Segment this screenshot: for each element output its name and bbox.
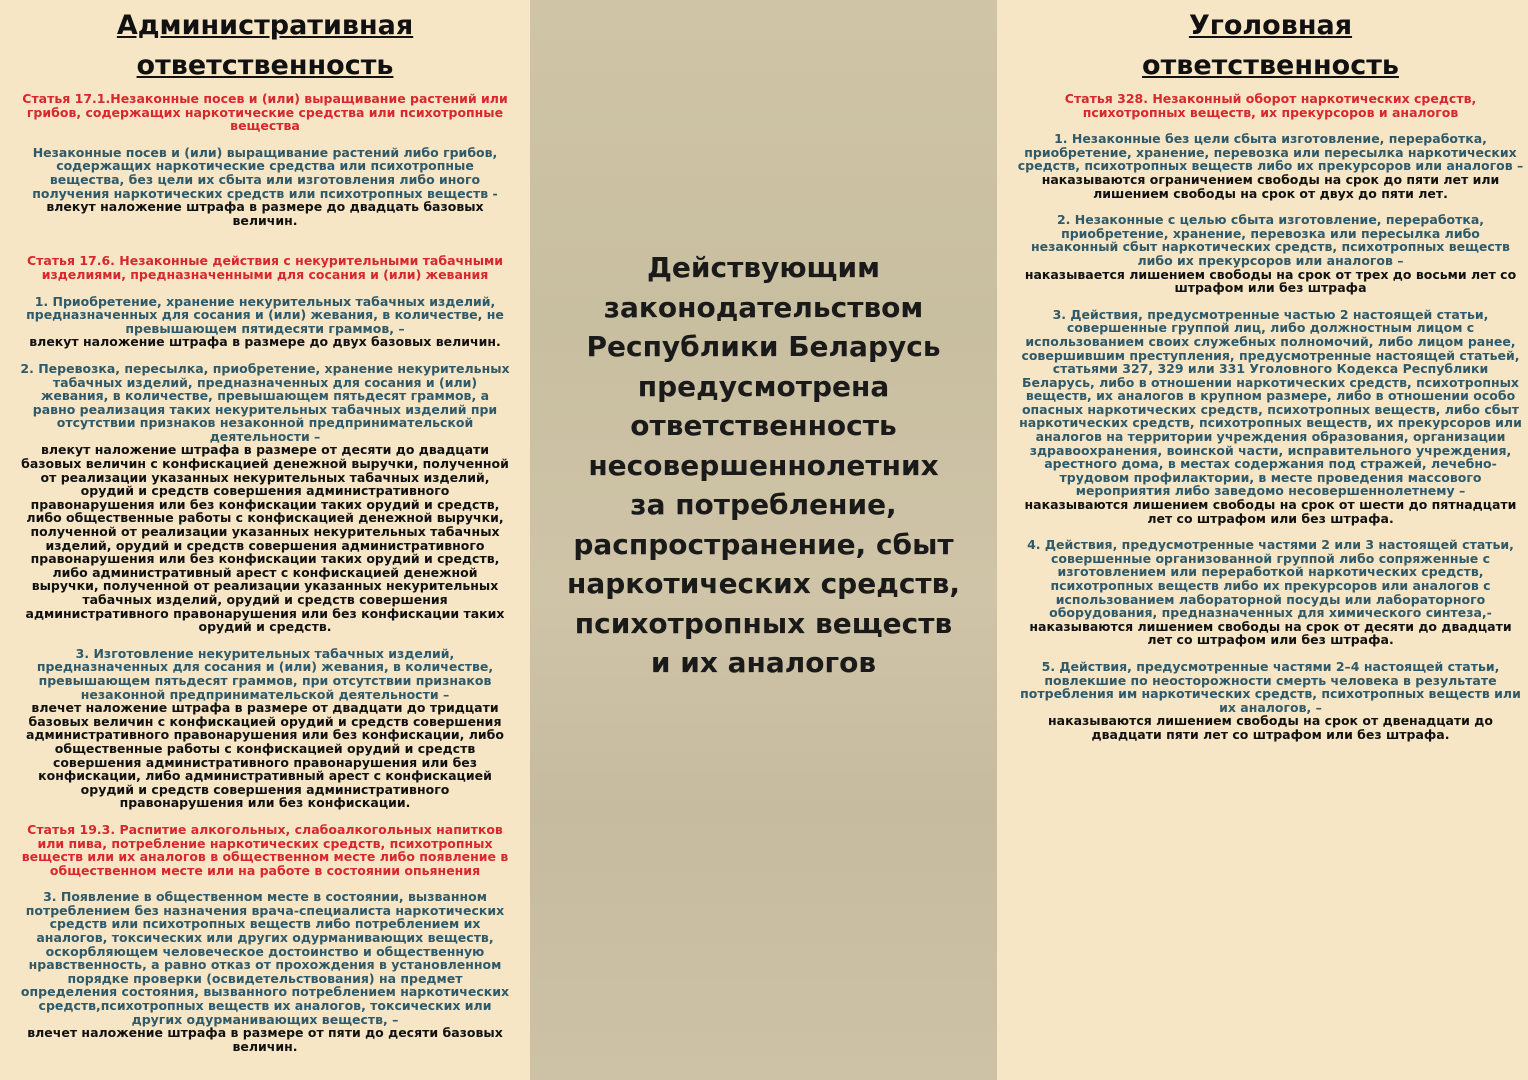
administrative-liability-column xyxy=(0,0,530,1080)
article-17-1-title: Статья 17.1.Незаконные посев и (или) выращивание растений или грибов, содержащих наркотические средства или психотропные вещества xyxy=(22,91,508,134)
article-328-p1-penalty: наказываются ограничением свободы на срок до пяти лет или лишением свободы на срок от двух до пяти лет. xyxy=(1041,171,1500,201)
article-19-3-body xyxy=(18,890,512,1053)
center-panel xyxy=(530,0,997,1080)
center-statement: Действующим законодательством Республики Беларусь предусмотрена ответственность несовершеннолетних за потребление, распространение, сбыт наркотических средств, психотропных веществ и их аналогов xyxy=(566,251,961,679)
criminal-liability-column xyxy=(997,0,1528,1080)
article-17-1-body xyxy=(18,146,512,228)
article-17-1-penalty: влекут наложение штрафа в размере до двадцать базовых величин. xyxy=(46,199,484,228)
article-17-6-p1-penalty: влекут наложение штрафа в размере до двух базовых величин. xyxy=(29,334,501,350)
article-328-p2-penalty: наказывается лишением свободы на срок от трех до восьми лет со штрафом или без штрафа xyxy=(1024,266,1517,296)
article-17-6-title: Статья 17.6. Незаконные действия с некурительными табачными изделиями, предназначенными для сосания и (или) жевания xyxy=(26,253,504,282)
article-17-6-p2-penalty: влекут наложение штрафа в размере от десяти до двадцати базовых величин с конфискацией денежной выручки, полученной от реализации указанных некурительных табачных изделий, орудий и средств совершения административного правонарушения или без конфискации таких орудий и средств, либо общественные работы с конфискацией денежной выручки, полученной от реализации указанных некурительных табачных изделий, орудий и средств совершения административного правонарушения или без конфискации таких орудий и средств, либо административный арест с конфискацией денежной выручки, полученной от реализации указанных некурительных табачных изделий, орудий и средств совершения административного правонарушения или без конфискации таких орудий и средств. xyxy=(21,442,509,635)
article-17-1-text: Незаконные посев и (или) выращивание растений либо грибов, содержащих наркотические средства или психотропные вещества, без цели их сбыта или изготовления либо иного получения наркотических средств или психотропных веществ - xyxy=(32,144,498,201)
article-328-p3-text: 3. Действия, предусмотренные частью 2 настоящей статьи, совершенные группой лиц, либо должностным лицом с использованием своих служебных полномочий, либо лицом ранее, совершившим преступления, предусмотренные настоящей статьей, статьями 327, 329 или 331 Уголовного Кодекса Республики Беларусь, либо в отношении наркотических средств, психотропных веществ, их аналогов в крупном размере, либо в отношении особо опасных наркотических средств, психотропных веществ, либо сбыт наркотических средств, психотропных веществ, их прекурсоров или аналогов на территории учреждения образования, организации здравоохранения, воинской части, исправительного учреждения, арестного дома, в местах содержания под стражей, лечебно-трудовом профилактории, в месте проведения массового мероприятия либо заведомо несовершеннолетнему – xyxy=(1019,306,1522,499)
article-328-part-4 xyxy=(1017,538,1524,647)
article-17-6-p2-text: 2. Перевозка, пересылка, приобретение, хранение некурительных табачных изделий, предназначенных для сосания и (или) жевания, в количестве, превышающем пятьдесят граммов, а равно реализация таких некурительных табачных изделий при отсутствии признаков незаконной предпринимательской деятельности – xyxy=(20,360,510,444)
article-328-p4-penalty: наказываются лишением свободы на срок от десяти до двадцати лет со штрафом или без штрафа. xyxy=(1029,618,1512,648)
article-328-part-2 xyxy=(1017,213,1524,295)
article-328-p1-text: 1. Незаконные без цели сбыта изготовление, переработка, приобретение, хранение, перевозка или пересылка наркотических средств, психотропных веществ либо их прекурсоров или аналогов – xyxy=(1017,131,1524,174)
article-328-part-1 xyxy=(1017,132,1524,200)
article-17-6-part-1 xyxy=(18,295,512,349)
article-17-6-part-3 xyxy=(18,647,512,810)
article-328-part-5 xyxy=(1017,660,1524,742)
administrative-heading: Административная ответственность xyxy=(116,10,414,81)
article-17-6-p3-penalty: влечет наложение штрафа в размере от двадцати до тридцати базовых величин с конфискацией орудий и средств совершения административного правонарушения или без конфискации, либо общественные работы с конфискацией орудий и средств совершения административного правонарушения или без конфискации, либо административный арест с конфискацией орудий и средств совершения административного правонарушения или без конфискации. xyxy=(26,700,504,811)
article-328-p5-penalty: наказываются лишением свободы на срок от двенадцати до двадцати пяти лет со штрафом или без штрафа. xyxy=(1048,713,1493,742)
article-328-title: Статья 328. Незаконный оборот наркотических средств, психотропных веществ, их прекурсоров и аналогов xyxy=(1064,91,1477,120)
article-19-3-penalty: влечет наложение штрафа в размере от пяти до десяти базовых величин. xyxy=(27,1025,503,1054)
spacer xyxy=(18,240,512,254)
article-19-3-text: 3. Появление в общественном месте в состоянии, вызванном потреблением без назначения врача-специалиста наркотических средств или психотропных веществ либо потреблением их аналогов, токсических или других одурманивающих веществ, оскорбляющем человеческое достоинство и общественную нравственность, а равно отказ от прохождения в установленном порядке проверки (освидетельствования) на предмет определения состояния, вызванного потреблением наркотических средств,психотропных веществ их аналогов, токсических или других одурманивающих веществ, – xyxy=(20,889,510,1027)
criminal-heading: Уголовная ответственность xyxy=(1142,10,1399,81)
article-17-6-p3-text: 3. Изготовление некурительных табачных изделий, предназначенных для сосания и (или) жевания, в количестве, превышающем пятьдесят граммов, при отсутствии признаков незаконной предпринимательской деятельности – xyxy=(36,645,494,702)
article-17-6-p1-text: 1. Приобретение, хранение некурительных табачных изделий, предназначенных для сосания и (или) жевания, в количестве, не превышающем пятидесяти граммов, – xyxy=(26,293,504,336)
article-328-p5-text: 5. Действия, предусмотренные частями 2–4 настоящей статьи, повлекшие по неосторожности смерть человека в результате потребления им наркотических средств, психотропных веществ или их аналогов, – xyxy=(1020,658,1521,715)
article-19-3-title: Статья 19.3. Распитие алкогольных, слабоалкогольных напитков или пива, потребление наркотических средств, психотропных веществ или их аналогов в общественном месте либо появление в общественном месте или на работе в состоянии опьянения xyxy=(21,821,509,878)
article-328-part-3 xyxy=(1017,308,1524,526)
article-17-6-part-2 xyxy=(18,362,512,634)
article-328-p2-text: 2. Незаконные с целью сбыта изготовление, переработка, приобретение, хранение, перевозка или пересылка либо незаконный сбыт наркотических средств, психотропных веществ либо их прекурсоров или аналогов – xyxy=(1031,212,1510,268)
article-328-p3-penalty: наказываются лишением свободы на срок от шести до пятнадцати лет со штрафом или без штрафа. xyxy=(1024,497,1517,526)
article-328-p4-text: 4. Действия, предусмотренные частями 2 или 3 настоящей статьи, совершенные организованной группой либо сопряженные с изготовлением или переработкой наркотических средств, психотропных веществ либо их прекурсоров или аналогов с использованием лабораторной посуды или лабораторного оборудования, предназначенных для химического синтеза,- xyxy=(1027,537,1514,621)
